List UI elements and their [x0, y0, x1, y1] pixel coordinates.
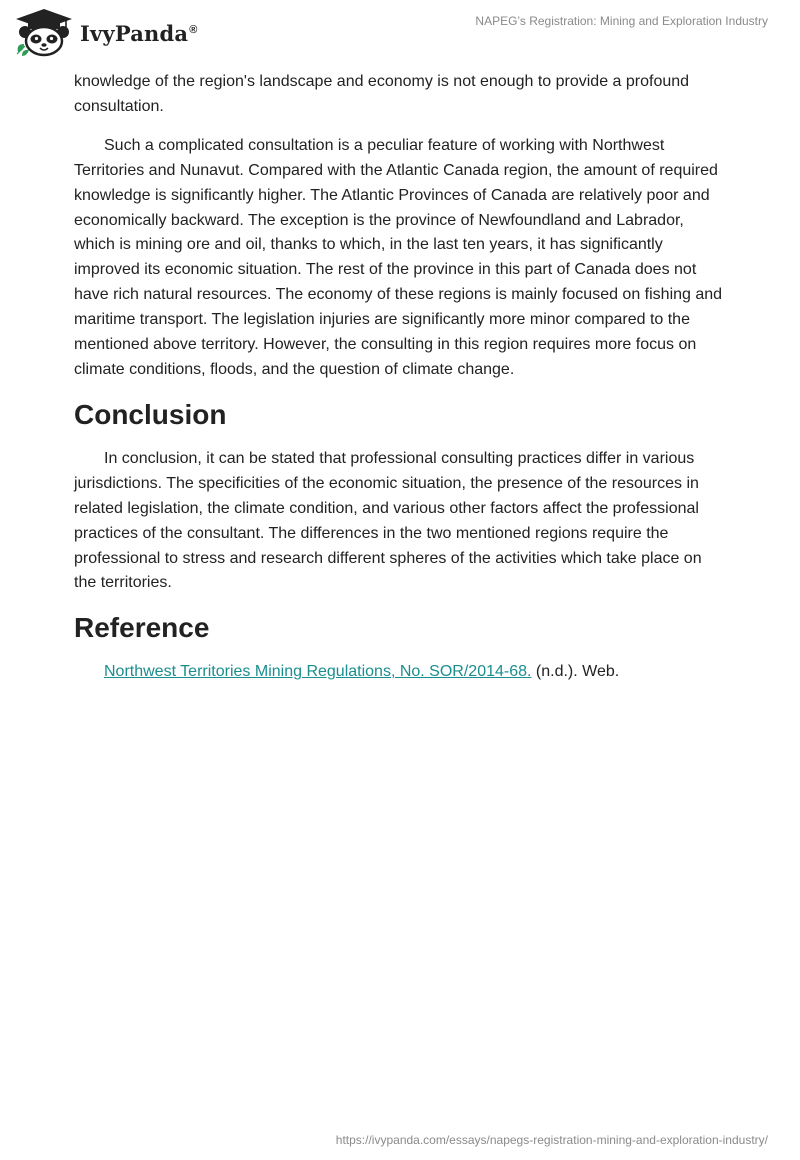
reference-link[interactable]: Northwest Territories Mining Regulations, No. SOR/2014-68. — [104, 663, 532, 681]
logo-wordmark: IvyPanda® — [80, 20, 198, 46]
reference-suffix: (n.d.). Web. — [531, 663, 620, 681]
paragraph-conclusion: In conclusion, it can be stated that professional consulting practices differ in various jurisdictions. The specificities of the economic situation, the presence of the resources in related legislation, the climate condition, and various other factors affect the professional practices of the consultant. The differences in the two mentioned regions require the professional to stress and research different spheres of the activities which take place on the territories. — [74, 449, 702, 592]
document-title: NAPEG’s Registration: Mining and Exploration Industry — [475, 14, 768, 28]
reference-heading: Reference — [74, 612, 210, 644]
paragraph-continued: knowledge of the region's landscape and economy is not enough to provide a profound consultation. — [74, 73, 690, 115]
reference-entry — [74, 660, 726, 684]
essay-body — [74, 70, 726, 684]
paragraph-atlantic-canada: Such a complicated consultation is a peculiar feature of working with Northwest Territories and Nunavut. Compared with the Atlantic Canada region, the amount of required knowledge is significantly higher. The Atlantic Provinces of Canada are relatively poor and economically backward. The exception is the province of Newfoundland and Labrador, which is mining ore and oil, thanks to which, in the last ten years, it has significantly improved its economic situation. The rest of the province in this part of Canada does not have rich natural resources. The economy of these regions is mainly focused on fishing and maritime transport. The legislation injuries are significantly more minor compared to the mentioned above territory. However, the consulting in this region requires more focus on climate conditions, floods, and the question of climate change. — [74, 136, 723, 378]
ivypanda-logo[interactable] — [14, 8, 198, 58]
conclusion-heading: Conclusion — [74, 398, 227, 430]
page-header — [0, 0, 800, 70]
footer-url: https://ivypanda.com/essays/napegs-registration-mining-and-exploration-industry/ — [335, 1133, 768, 1147]
panda-graduate-icon — [14, 8, 74, 58]
